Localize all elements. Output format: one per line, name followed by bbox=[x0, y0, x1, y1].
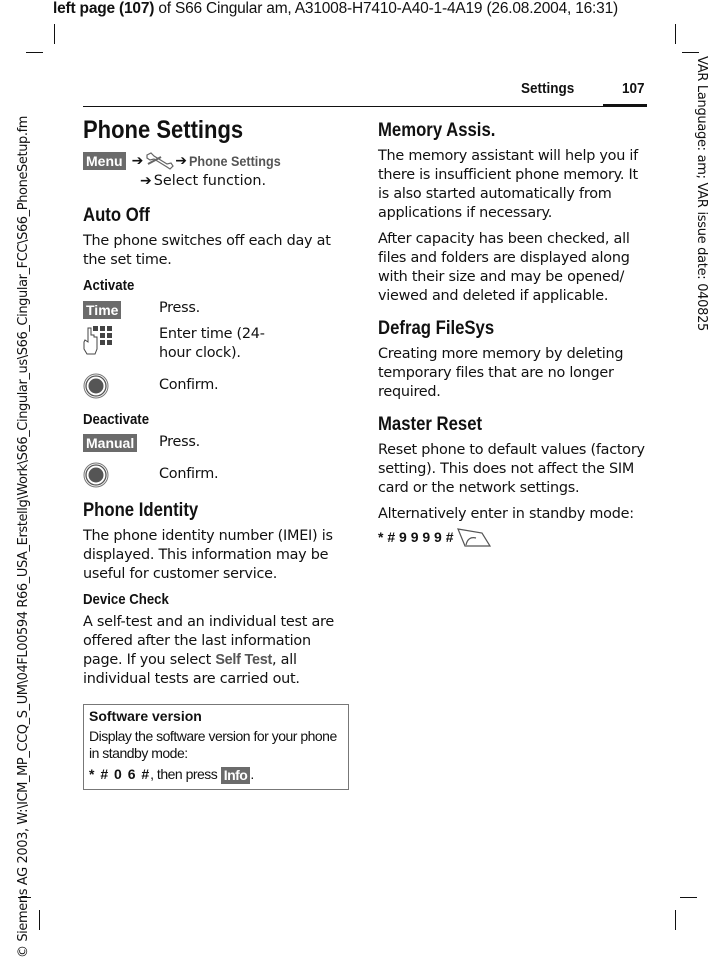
header-rule bbox=[83, 106, 647, 107]
print-header-bold: left page (107) bbox=[53, 0, 155, 17]
text-fragment: . bbox=[250, 766, 254, 782]
step-time bbox=[83, 299, 353, 319]
heading-defrag: Defrag FileSys bbox=[378, 318, 495, 339]
keypad-icon bbox=[83, 325, 113, 355]
menu-item-phone-settings: Phone Settings bbox=[189, 153, 281, 169]
crop-mark bbox=[54, 24, 55, 44]
crop-mark bbox=[682, 52, 699, 53]
memory-assis-text-2: After capacity has been checked, all files and folders are displayed along with their size and may be opened/ viewed and deleted if applicable. bbox=[378, 231, 630, 304]
master-reset-code bbox=[378, 526, 648, 548]
heading-activate: Activate bbox=[83, 277, 135, 294]
step-text: Press. bbox=[159, 433, 200, 450]
auto-off-text: The phone switches off each day at the set time. bbox=[83, 233, 331, 268]
arrow-icon: ➔ bbox=[131, 153, 144, 169]
box-text: Display the software version for your phone in standby mode: bbox=[89, 728, 337, 761]
print-header bbox=[53, 0, 618, 18]
reset-code: * # 9 9 9 9 # bbox=[378, 529, 454, 545]
crop-mark bbox=[675, 910, 676, 930]
memory-assis-text-1: The memory assistant will help you if there is insufficient phone memory. It is also started automatically from applications if necessary. bbox=[378, 148, 638, 221]
self-test-ref: Self Test bbox=[215, 652, 272, 668]
crop-mark bbox=[675, 24, 676, 44]
master-reset-text-1: Reset phone to default values (factory setting). This does not affect the SIM card or the network settings. bbox=[378, 442, 645, 496]
call-key-icon[interactable] bbox=[456, 526, 492, 548]
right-column bbox=[378, 120, 648, 548]
heading-master-reset: Master Reset bbox=[378, 414, 483, 435]
step-text: Confirm. bbox=[159, 376, 219, 393]
heading-memory-assis: Memory Assis. bbox=[378, 120, 496, 141]
running-header-section: Settings bbox=[521, 80, 575, 97]
confirm-button-icon[interactable] bbox=[83, 462, 109, 488]
margin-file-path: © Siemens AG 2003, W:\ICM_MP_CCQ_S_UM\04FL00594 R66_USA_Erstellg\Work\S66_Cingular_us\S66_Cingular_FCC\S66_PhoneSetup.fm bbox=[16, 115, 31, 958]
text-fragment: , all individual tests are carried out. bbox=[83, 652, 300, 687]
menu-path bbox=[83, 151, 353, 171]
margin-var-info: VAR Language: am; VAR issue date: 040825 bbox=[694, 56, 709, 332]
arrow-icon: ➔ bbox=[175, 153, 188, 169]
manual-softkey[interactable]: Manual bbox=[83, 434, 137, 452]
time-softkey[interactable]: Time bbox=[83, 301, 121, 319]
menu-path-line-2 bbox=[83, 171, 353, 191]
header-page-marker bbox=[603, 104, 647, 107]
left-column bbox=[83, 112, 353, 696]
software-version-box bbox=[83, 704, 349, 790]
box-title: Software version bbox=[89, 708, 202, 724]
crop-mark bbox=[39, 910, 40, 930]
phone-identity-text: The phone identity number (IMEI) is displayed. This information may be useful for customer service. bbox=[83, 528, 333, 582]
confirm-button-icon[interactable] bbox=[83, 373, 109, 399]
heading-device-check: Device Check bbox=[83, 591, 169, 608]
text-fragment: A self-test and an individual test are offered after the last information page. If you select bbox=[83, 614, 335, 668]
crop-mark bbox=[26, 52, 43, 53]
heading-phone-identity: Phone Identity bbox=[83, 500, 199, 521]
step-text: Enter time (24-hour clock). bbox=[159, 325, 265, 361]
select-function-text: Select function. bbox=[153, 173, 267, 189]
device-check-text bbox=[83, 613, 353, 689]
settings-wrench-icon bbox=[145, 152, 175, 170]
step-text: Confirm. bbox=[159, 466, 219, 482]
text-fragment: , then press bbox=[150, 766, 221, 782]
step-manual bbox=[83, 433, 353, 453]
heading-auto-off: Auto Off bbox=[83, 205, 150, 226]
menu-softkey[interactable]: Menu bbox=[83, 152, 126, 170]
page-title: Phone Settings bbox=[83, 116, 244, 144]
defrag-text: Creating more memory by deleting temporary files that are no longer required. bbox=[378, 346, 624, 400]
arrow-icon: ➔ bbox=[140, 173, 152, 189]
code-06: * # 0 6 # bbox=[89, 766, 151, 782]
print-header-rest: of S66 Cingular am, A31008-H7410-A40-1-4A19 (26.08.2004, 16:31) bbox=[154, 0, 618, 17]
master-reset-text-2: Alternatively enter in standby mode: bbox=[378, 506, 634, 522]
heading-deactivate: Deactivate bbox=[83, 410, 150, 428]
step-confirm bbox=[83, 462, 353, 492]
info-softkey[interactable]: Info bbox=[221, 767, 251, 784]
box-code-line bbox=[89, 766, 343, 784]
step-text: Press. bbox=[159, 300, 200, 316]
step-confirm bbox=[83, 373, 353, 403]
step-enter-time bbox=[83, 325, 353, 363]
crop-mark bbox=[680, 897, 697, 898]
page-number: 107 bbox=[622, 80, 645, 97]
